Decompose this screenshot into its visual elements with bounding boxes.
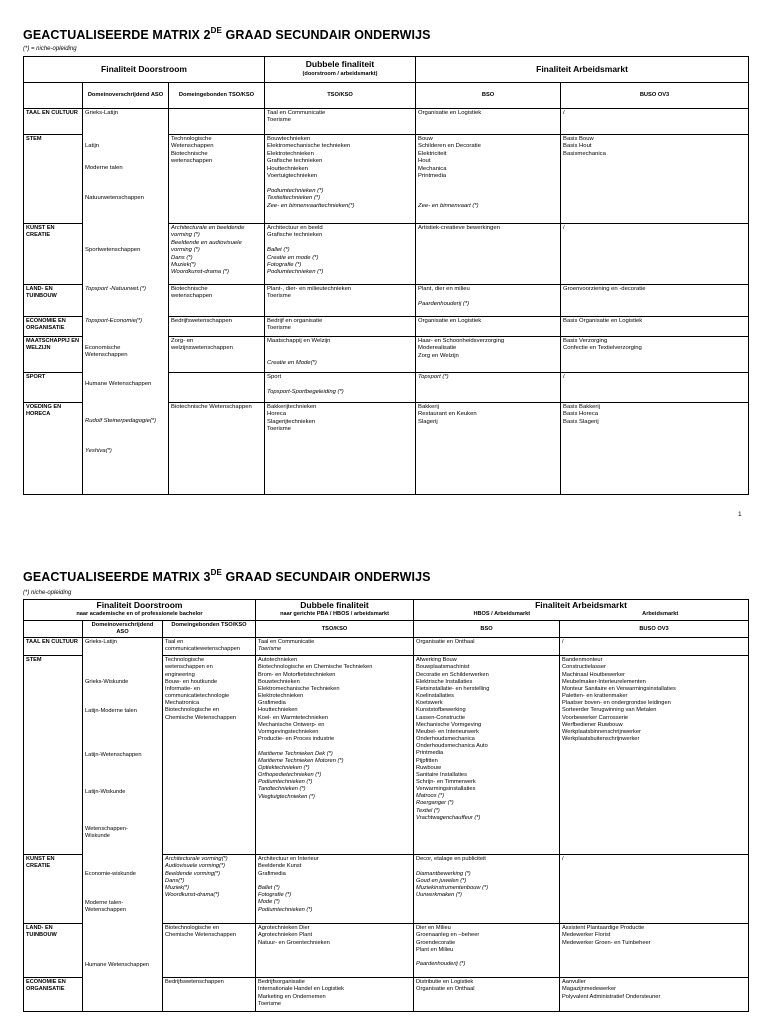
header-finaliteit-arbeidsmarkt: Finaliteit Arbeidsmarkt: [416, 57, 749, 83]
cell-dub: Agrotechnieken Dier Agrotechnieken Plant Natuur- en Groentechnieken: [256, 924, 414, 978]
cell-dub: Taal en Communicatie Toerisme: [265, 109, 416, 135]
cell-dub: Bedrijfsorganisatie Internationale Handel en Logistiek Marketing en Ondernemen Toerisme: [256, 978, 414, 1012]
table-row: [24, 373, 749, 403]
page-1-note: (*) = niche-opleiding: [23, 46, 77, 52]
row-label-kunst: KUNST EN CREATIE: [24, 224, 83, 285]
row-label-taal: TAAL EN CULTUUR: [24, 638, 83, 656]
header-tso-kso: TSO/KSO: [256, 621, 414, 638]
table-row: [24, 855, 749, 924]
cell-aso: Economie-wiskunde Moderne talen- Wetenschappen: [83, 855, 163, 924]
cell-dub: Maatschappij en Welzijn Creatie en Mode(*): [265, 337, 416, 373]
header-finaliteit-doorstroom: Finaliteit Doorstroom naar academische en of professionele bachelor: [24, 600, 256, 621]
cell-aso: Sportwetenschappen: [83, 224, 169, 285]
cell-dub: Bakkerijtechnieken Horeca Slagerijtechnieken Toerisme: [265, 403, 416, 495]
cell-buso: Assistent Plantaardige Productie Medewerker Florist Medewerker Groen- en Tuinbeheer: [560, 924, 749, 978]
page-2-note: (*) niche-opleiding: [23, 590, 72, 596]
cell-buso: /: [561, 109, 749, 135]
header-bso: BSO: [414, 621, 560, 638]
cell-aso: Rudolf Steinerpedagogie(*) Yeshiva(*): [83, 403, 169, 495]
header-tso-kso-dom: Domeingebonden TSO/KSO: [163, 621, 256, 638]
cell-bso: Haar- en Schoonheidsverzorging Moderealisatie Zorg en Welzijn: [416, 337, 561, 373]
row-label-voeding: VOEDING EN HORECA: [24, 403, 83, 495]
cell-bso: Organisatie en Logistiek: [416, 317, 561, 337]
table-row: [24, 317, 749, 337]
cell-dom: Architecturale vorming(*) Audiovisuele vorming(*) Beeldende vorming(*) Dans(*) Muziek(*) Woordkunst-drama(*): [163, 855, 256, 924]
header-aso: Domeinoverschrijdend ASO: [83, 621, 163, 638]
cell-dom: Taal en communicatiewetenschappen: [163, 638, 256, 656]
cell-dom: Architecturale en beeldende vorming (*) Beeldende en audiovisuele vorming (*) Dans (*) Muziek(*) Woordkunst-drama (*): [169, 224, 265, 285]
row-label-econ: ECONOMIE EN ORGANISATIE: [24, 978, 83, 1012]
cell-bso: Artistiek-creatieve bewerkingen: [416, 224, 561, 285]
table-row: [24, 285, 749, 317]
row-label-land: LAND- EN TUINBOUW: [24, 924, 83, 978]
cell-buso: Groenvoorziening en -decoratie: [561, 285, 749, 317]
page-2-title: GEACTUALISEERDE MATRIX 3DE GRAAD SECUNDAIR ONDERWIJS: [23, 568, 431, 584]
cell-dub: Sport Topsport-Sportbegeleiding (*): [265, 373, 416, 403]
cell-buso: Basis Bouw Basis Hout Basismechanica: [561, 135, 749, 224]
table-row: [24, 403, 749, 495]
cell-aso: Humane Wetenschappen: [83, 924, 163, 978]
cell-dom: Technologische wetenschappen en engineering Bouw- en houtkunde Informatie- en communicatietechnologie Mechatronica Biotechnologische en Chemische Wetenschappen: [163, 656, 256, 855]
cell-aso: Latijn Moderne talen Natuurwetenschappen: [83, 135, 169, 224]
cell-buso: Basis Organisatie en Logistiek: [561, 317, 749, 337]
cell-dom: Biotechnische wetenschappen: [169, 285, 265, 317]
page-1-title: GEACTUALISEERDE MATRIX 2DE GRAAD SECUNDAIR ONDERWIJS: [23, 26, 431, 42]
row-label-econ: ECONOMIE EN ORGANISATIE: [24, 317, 83, 337]
cell-dub: Plant-, dier- en milieutechnieken Toerisme: [265, 285, 416, 317]
table-row: [24, 638, 749, 656]
cell-bso: Bakkerij Restaurant en Keuken Slagerij: [416, 403, 561, 495]
cell-bso: Afwerking Bouw Bouwplaatsmachinist Decoratie en Schilderwerken Elektrische Installaties Fietsinstallatie- en herstelling Koelinstallaties Koetswerk Kunststofbewerking Lassen-Constructie Mechanische Vormgeving Meubel- en Interieurwerk Onderhoudsmechanica Onderhoudsmechanica Auto Printmedia Pijpfitten Ruwbouw Sanitaire Installaties Schrijn- en Timmerwerk Verwarmingsinstallaties Matroos (*) Roerganger (*) Textiel (*) Vrachtwagenchauffeur (*): [414, 656, 560, 855]
header-empty-cell: [24, 83, 83, 109]
cell-bso: Organisatie en Onthaal: [414, 638, 560, 656]
cell-aso: Topsport-Economie(*): [83, 317, 169, 337]
cell-bso: Dier en Milieu Groenaanleg en –beheer Groendecoratie Plant en Milieu Paardenhouderij (*): [414, 924, 560, 978]
header-tso-kso-dom: Domeingebonden TSO/KSO: [169, 83, 265, 109]
cell-bso: Decor, etalage en publiciteit Diamantbewerking (*) Goud en juwelen (*) Muziekinstrumentenbouw (*) Uurwerkmaken (*): [414, 855, 560, 924]
row-label-land: LAND- EN TUINBOUW: [24, 285, 83, 317]
table-row: [24, 135, 749, 224]
cell-dom: [169, 109, 265, 135]
header-tso-kso: TSO/KSO: [265, 83, 416, 109]
header-empty-cell: [24, 621, 83, 638]
header-aso: Domeinoverschrijdend ASO: [83, 83, 169, 109]
cell-dom: Technologische Wetenschappen Biotechnische wetenschappen: [169, 135, 265, 224]
cell-bso: Organisatie en Logistiek: [416, 109, 561, 135]
cell-dub: Architectuur en beeld Grafische technieken Ballet (*) Creatie en mode (*) Fotografie (*) Podiumtechnieken (*): [265, 224, 416, 285]
table-row: [24, 109, 749, 135]
cell-buso: Aanvuller Magazijnmedewerker Polyvalent Administratief Ondersteuner: [560, 978, 749, 1012]
cell-aso: Grieks-Latijn: [83, 638, 163, 656]
cell-aso: [83, 978, 163, 1012]
cell-buso: Bandenmonteur Constructielasser Machinaal Houtbewerker Meubelmaker-Interieurelementen Monteur Sanitaire en Verwarmingsinstallaties Paletten- en krattenmaker Plaatser boven- en ondergrondse leidingen Sorteerder Terugwinning van Metalen Voorbewerker Carrosserie Werfbediener Ruwbouw Werkplaatsbinnenschrijnwerker Werkplaatsbuitenschrijnwerker: [560, 656, 749, 855]
cell-aso: Grieks-Latijn: [83, 109, 169, 135]
row-label-sport: SPORT: [24, 373, 83, 403]
table-row: [24, 337, 749, 373]
cell-dom: [169, 373, 265, 403]
header-dubbele-finaliteit: Dubbele finaliteit (doorstroom / arbeidsmarkt): [265, 57, 416, 83]
cell-dub: Architectuur en Interieur Beeldende Kunst Grafimedia Ballet (*) Fotografie (*) Mode (*) Podiumtechnieken (*): [256, 855, 414, 924]
cell-bso: Plant, dier en milieu Paardenhouderij (*): [416, 285, 561, 317]
row-label-taal: TAAL EN CULTUUR: [24, 109, 83, 135]
cell-bso: Bouw Schilderen en Decoratie Elektriciteit Hout Mechanica Printmedia Zee- en binnenvaart (*): [416, 135, 561, 224]
cell-dub: Bouwtechnieken Elektromechanische technieken Elektrotechnieken Grafische technieken Houttechnieken Voertuigtechnieken Podiumtechnieken (*) Textieltechnieken (*) Zee- en binnenvaarttechnieken(*): [265, 135, 416, 224]
cell-aso: Topsport -Natuurwet.(*): [83, 285, 169, 317]
cell-aso: Economische Wetenschappen: [83, 337, 169, 373]
cell-buso: Basis Bakkerij Basis Horeca Basis Slagerij: [561, 403, 749, 495]
cell-buso: /: [561, 373, 749, 403]
row-label-kunst: KUNST EN CREATIE: [24, 855, 83, 924]
table-row: [24, 224, 749, 285]
page-2: [0, 512, 768, 1024]
cell-bso: Distributie en Logistiek Organisatie en Onthaal: [414, 978, 560, 1012]
cell-bso: Topsport (*): [416, 373, 561, 403]
page-number: 1: [738, 511, 742, 518]
header-finaliteit-doorstroom: Finaliteit Doorstroom: [24, 57, 265, 83]
matrix-table-3de-graad: [23, 599, 749, 1012]
cell-buso: /: [560, 638, 749, 656]
cell-dub: Taal en Communicatie Toerisme: [256, 638, 414, 656]
row-label-stem: STEM: [24, 135, 83, 224]
cell-aso: Humane Wetenschappen: [83, 373, 169, 403]
header-dubbele-finaliteit: Dubbele finaliteit naar gerichte PBA / HBOS / arbeidsmarkt: [256, 600, 414, 621]
cell-dom: Biotechnische Wetenschappen: [169, 403, 265, 495]
cell-dom: Biotechnologische en Chemische Wetenschappen: [163, 924, 256, 978]
cell-dom: Bedrijfswetenschappen: [169, 317, 265, 337]
table-row: [24, 978, 749, 1012]
cell-aso: Grieks-Wiskunde Latijn-Moderne talen Latijn-Wetenschappen Latijn-Wiskunde Wetenschappen- Wiskunde: [83, 656, 163, 855]
table-row: [24, 924, 749, 978]
row-label-stem: STEM: [24, 656, 83, 855]
cell-buso: /: [561, 224, 749, 285]
header-buso: BUSO OV3: [561, 83, 749, 109]
header-buso: BUSO OV3: [560, 621, 749, 638]
cell-buso: Basis Verzorging Confectie en Textielverzorging: [561, 337, 749, 373]
cell-dom: Zorg- en welzijnswetenschappen: [169, 337, 265, 373]
cell-buso: /: [560, 855, 749, 924]
header-bso: BSO: [416, 83, 561, 109]
cell-dom: Bedrijfswetenschappen: [163, 978, 256, 1012]
matrix-table-2de-graad: [23, 56, 749, 495]
cell-dub: Autotechnieken Biotechnologische en Chemische Technieken Brom- en Motorfietstechnieken Bouwtechnieken Elektromechanische Technieken Elektrotechnieken Grafimedia Houttechnieken Koel- en Warmtetechnieken Mechanische Ontwerp- en Vormgevingstechnieken Productie- en Proces industrie Maritieme Technieken Dek (*) Maritieme Technieken Motoren (*) Optiektechnieken (*) Orthopedietechnieken (*) Podiumtechnieken (*) Tandtechnieken (*) Vliegtuigtechnieken (*): [256, 656, 414, 855]
row-label-maat: MAATSCHAPPIJ EN WELZIJN: [24, 337, 83, 373]
header-finaliteit-arbeidsmarkt: Finaliteit Arbeidsmarkt HBOS / Arbeidsmarkt Arbeidsmarkt: [414, 600, 749, 621]
table-row: [24, 656, 749, 855]
cell-dub: Bedrijf en organisatie Toerisme: [265, 317, 416, 337]
